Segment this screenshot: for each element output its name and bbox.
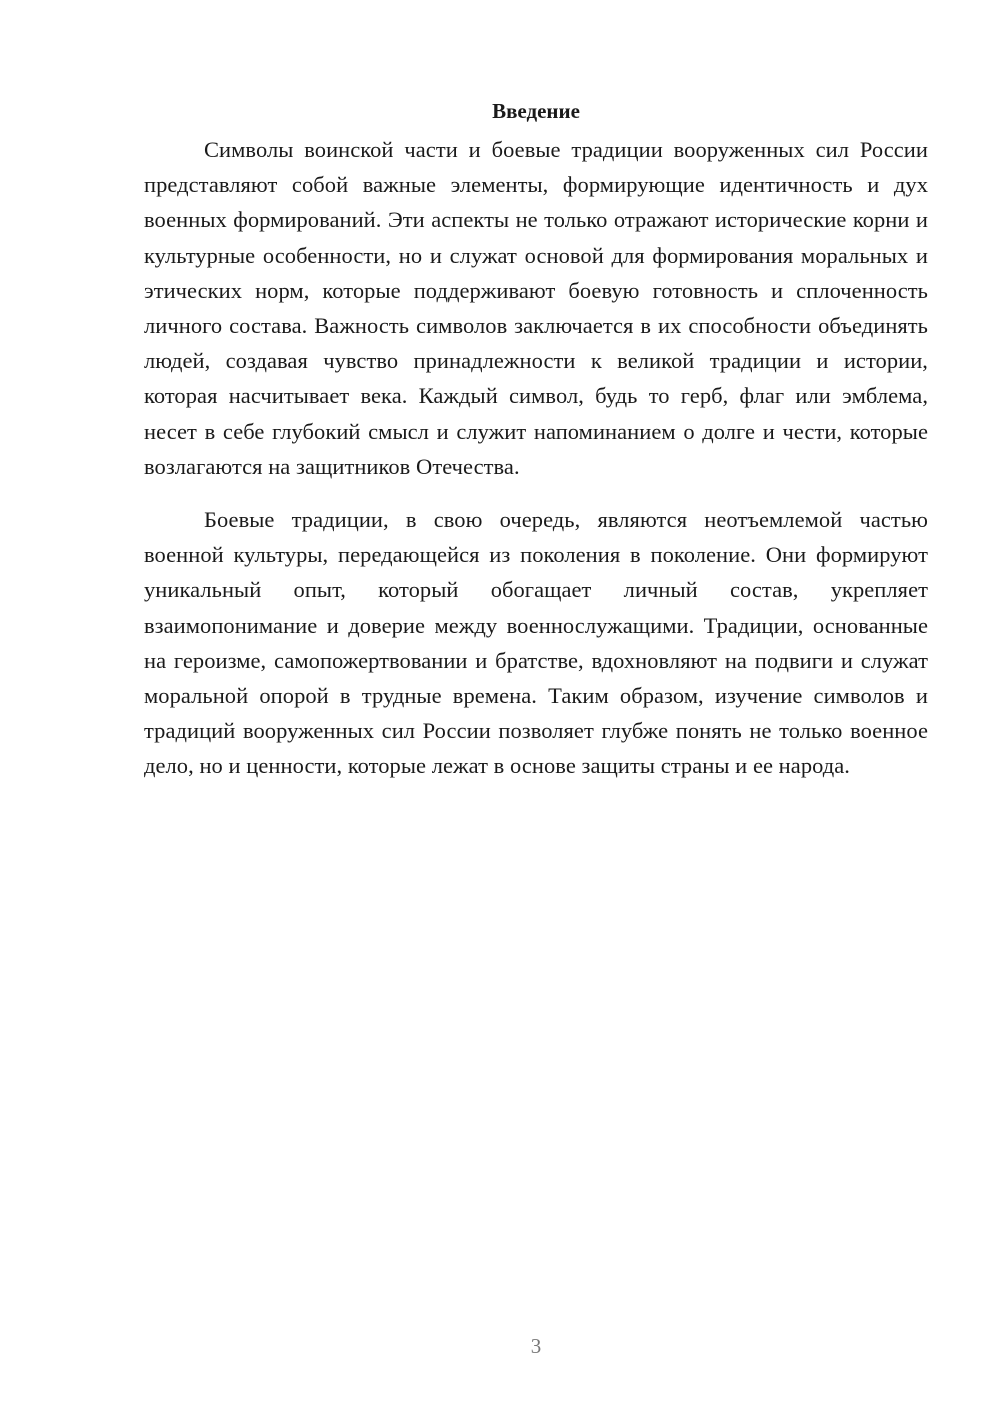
page-content bbox=[144, 96, 928, 784]
page-number: 3 bbox=[530, 1334, 542, 1358]
section-heading: Введение bbox=[492, 99, 580, 123]
paragraph-1: Символы воинской части и боевые традиции вооруженных сил России представляют собой важные элементы, формирующие идентичность и дух военных формирований. Эти аспекты не только отражают исторические корни и культурные особенности, но и служат основой для формирования моральных и этических норм, которые поддерживают боевую готовность и сплоченность личного состава. Важность символов заключается в их способности объединять людей, создавая чувство принадлежности к великой традиции и истории, которая насчитывает века. Каждый символ, будь то герб, флаг или эмблема, несет в себе глубокий смысл и служит напоминанием о долге и чести, которые возлагаются на защитников Отечества. bbox=[144, 137, 928, 479]
paragraph-2: Боевые традиции, в свою очередь, являются неотъемлемой частью военной культуры, передающейся из поколения в поколение. Они формируют уникальный опыт, который обогащает личный состав, укрепляет взаимопонимание и доверие между военнослужащими. Традиции, основанные на героизме, самопожертвовании и братстве, вдохновляют на подвиги и служат моральной опорой в трудные времена. Таким образом, изучение символов и традиций вооруженных сил России позволяет глубже понять не только военное дело, но и ценности, которые лежат в основе защиты страны и ее народа. bbox=[144, 507, 928, 779]
